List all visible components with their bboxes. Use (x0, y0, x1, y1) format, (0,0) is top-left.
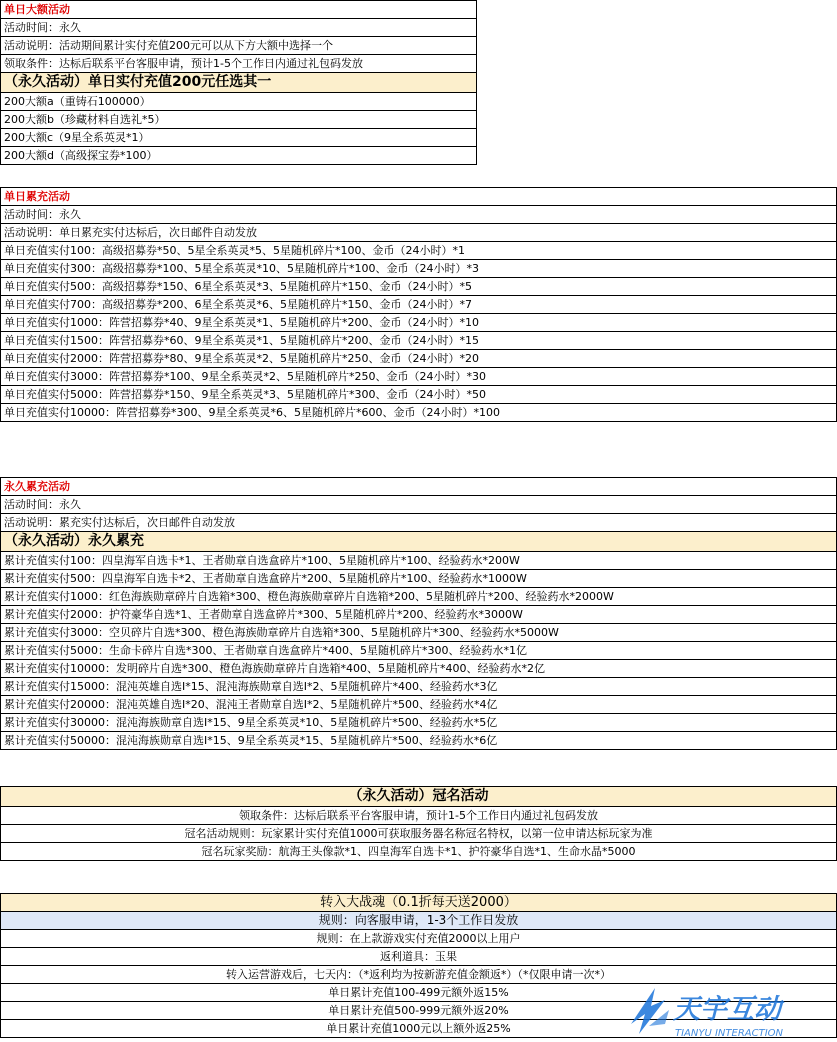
permanent-cumulative-section (0, 477, 837, 750)
table-row: 单日累计充值100-499元额外返15% (1, 984, 836, 1002)
activity-desc: 活动说明：单日累充实付达标后，次日邮件自动发放 (1, 224, 836, 242)
table-row: 累计充值实付500：四皇海军自选卡*2、王者勋章自选盒碎片*200、5星随机碎片*100、经验药水*1000W (1, 570, 836, 588)
logo-mark-icon (625, 980, 837, 1039)
section-band: 转入大战魂（0.1折每天送2000） (1, 894, 836, 912)
table-row: 冠名活动规则：玩家累计实付充值1000可获取服务器名称冠名特权，以第一位申请达标玩家为准 (1, 825, 836, 843)
table-row: 返利道具：玉果 (1, 948, 836, 966)
table-row: 累计充值实付20000：混沌英雄自选Ⅰ*20、混沌王者勋章自选Ⅰ*2、5星随机碎片*500、经验药水*4亿 (1, 696, 836, 714)
activity-time: 活动时间：永久 (1, 496, 836, 514)
table-row: 累计充值实付3000：空贝碎片自选*300、橙色海族勋章碎片自选箱*300、5星随机碎片*300、经验药水*5000W (1, 624, 836, 642)
section-band: （永久活动）永久累充 (1, 532, 836, 552)
table-row: 累计充值实付1000：红色海族勋章碎片自选箱*300、橙色海族勋章碎片自选箱*200、5星随机碎片*200、经验药水*2000W (1, 588, 836, 606)
table-row: 累计充值实付5000：生命卡碎片自选*300、王者勋章自选盒碎片*400、5星随机碎片*300、经验药水*1亿 (1, 642, 836, 660)
activity-desc: 活动说明：累充实付达标后，次日邮件自动发放 (1, 514, 836, 532)
table-row: 单日充值实付3000：阵营招募券*100、9星全系英灵*2、5星随机碎片*250、金币（24小时）*30 (1, 368, 836, 386)
single-day-big-section (0, 0, 477, 165)
logo-subtext: TIANYU INTERACTION (675, 1028, 784, 1039)
section-band: （永久活动）冠名活动 (1, 787, 836, 807)
table-row: 单日充值实付500：高级招募券*150、6星全系英灵*3、5星随机碎片*150、金币（24小时）*5 (1, 278, 836, 296)
activity-desc: 活动说明：活动期间累计实付充值200元可以从下方大额中选择一个 (1, 37, 476, 55)
rule-band: 规则：向客服申请，1-3个工作日发放 (1, 912, 836, 930)
section-title: 永久累充活动 (1, 478, 836, 496)
activity-time: 活动时间：永久 (1, 206, 836, 224)
section-title: 单日累充活动 (1, 188, 836, 206)
activity-time: 活动时间：永久 (1, 19, 476, 37)
table-row: 累计充值实付30000：混沌海族勋章自选Ⅰ*15、9星全系英灵*10、5星随机碎片*500、经验药水*5亿 (1, 714, 836, 732)
logo-text: 天宇互动 (673, 994, 781, 1025)
table-row: 领取条件：达标后联系平台客服申请，预计1-5个工作日内通过礼包码发放 (1, 807, 836, 825)
table-row: 规则：在上款游戏实付充值2000以上用户 (1, 930, 836, 948)
company-logo (625, 980, 837, 1039)
naming-section (0, 786, 837, 861)
table-row: 单日充值实付1500：阵营招募券*60、9星全系英灵*1、5星随机碎片*200、金币（24小时）*15 (1, 332, 836, 350)
table-row: 单日充值实付100：高级招募券*50、5星全系英灵*5、5星随机碎片*100、金币（24小时）*1 (1, 242, 836, 260)
table-row: 200大额d（高级探宝券*100） (1, 147, 476, 165)
table-row: 累计充值实付2000：护符豪华自选*1、王者勋章自选盒碎片*300、5星随机碎片*200、经验药水*3000W (1, 606, 836, 624)
table-row: 单日充值实付5000：阵营招募券*150、9星全系英灵*3、5星随机碎片*300、金币（24小时）*50 (1, 386, 836, 404)
section-title: 单日大额活动 (1, 1, 476, 19)
section-band: （永久活动）单日实付充值200元任选其一 (1, 73, 476, 93)
table-row: 单日充值实付2000：阵营招募券*80、9星全系英灵*2、5星随机碎片*250、金币（24小时）*20 (1, 350, 836, 368)
table-row: 单日充值实付700：高级招募券*200、6星全系英灵*6、5星随机碎片*150、金币（24小时）*7 (1, 296, 836, 314)
table-row: 单日充值实付300：高级招募券*100、5星全系英灵*10、5星随机碎片*100、金币（24小时）*3 (1, 260, 836, 278)
table-row: 冠名玩家奖励：航海王头像款*1、四皇海军自选卡*1、护符豪华自选*1、生命水晶*5000 (1, 843, 836, 861)
table-row: 转入运营游戏后，七天内：（*返利均为按新游充值金额返*）（*仅限申请一次*） (1, 966, 836, 984)
table-row: 单日充值实付10000：阵营招募券*300、9星全系英灵*6、5星随机碎片*600、金币（24小时）*100 (1, 404, 836, 422)
table-row: 累计充值实付15000：混沌英雄自选Ⅰ*15、混沌海族勋章自选Ⅰ*2、5星随机碎片*400、经验药水*3亿 (1, 678, 836, 696)
single-day-cumulative-section (0, 187, 837, 422)
table-row: 累计充值实付100：四皇海军自选卡*1、王者勋章自选盒碎片*100、5星随机碎片*100、经验药水*200W (1, 552, 836, 570)
table-row: 200大额b（珍藏材料自选礼*5） (1, 111, 476, 129)
table-row: 单日充值实付1000：阵营招募券*40、9星全系英灵*1、5星随机碎片*200、金币（24小时）*10 (1, 314, 836, 332)
table-row: 累计充值实付10000：发明碎片自选*300、橙色海族勋章碎片自选箱*400、5星随机碎片*400、经验药水*2亿 (1, 660, 836, 678)
claim-condition: 领取条件：达标后联系平台客服申请，预计1-5个工作日内通过礼包码发放 (1, 55, 476, 73)
table-row: 200大额a（重铸石100000） (1, 93, 476, 111)
table-row: 200大额c（9星全系英灵*1） (1, 129, 476, 147)
table-row: 单日累计充值1000元以上额外返25% (1, 1020, 836, 1038)
table-row: 单日累计充值500-999元额外返20% (1, 1002, 836, 1020)
table-row: 累计充值实付50000：混沌海族勋章自选Ⅰ*15、9星全系英灵*15、5星随机碎片*500、经验药水*6亿 (1, 732, 836, 750)
